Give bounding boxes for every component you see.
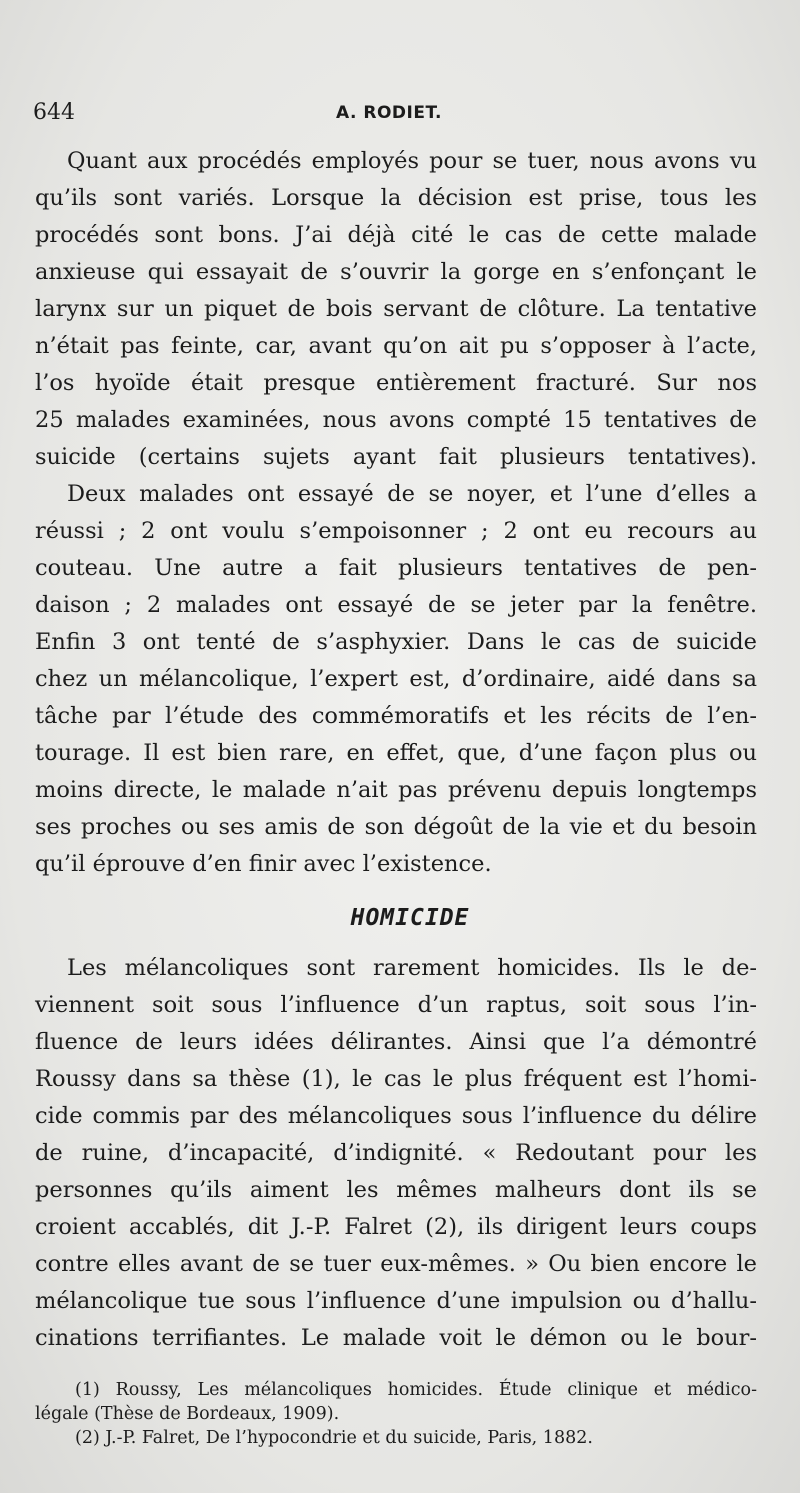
footnote-1-continuation: légale (Thèse de Bordeaux, 1909).	[35, 1404, 340, 1424]
paragraph-line: croient accablés, dit J.-P. Falret (2), ils dirigent leurs coups	[35, 1214, 757, 1240]
paragraph-line: 25 malades examinées, nous avons compté 15 tentatives de	[35, 407, 757, 433]
paragraph-line: Les mélancoliques sont rarement homicides. Ils le de-	[67, 955, 757, 981]
paragraph-line: personnes qu’ils aiment les mêmes malheurs dont ils se	[35, 1177, 757, 1203]
paragraph-line: contre elles avant de se tuer eux-mêmes. » Ou bien encore le	[35, 1251, 757, 1277]
paragraph-line: cinations terrifiantes. Le malade voit le démon ou le bour-	[35, 1325, 757, 1351]
main-text-block	[35, 143, 757, 883]
paragraph-line: cide commis par des mélancoliques sous l’influence du délire	[35, 1103, 757, 1129]
paragraph-line: daison ; 2 malades ont essayé de se jeter par la fenêtre.	[35, 592, 757, 618]
page-number: 644	[33, 100, 75, 125]
footnote-2: (2) J.-P. Falret, De l’hypocondrie et du suicide, Paris, 1882.	[75, 1428, 593, 1448]
paragraph-line: anxieuse qui essayait de s’ouvrir la gorge en s’enfonçant le	[35, 259, 757, 285]
paragraph-line: suicide (certains sujets ayant fait plusieurs tentatives).	[35, 444, 757, 470]
section-heading: HOMICIDE	[350, 905, 470, 931]
paragraph-line: Quant aux procédés employés pour se tuer, nous avons vu	[67, 148, 757, 174]
footnotes	[35, 1378, 757, 1450]
homicide-text-block	[35, 950, 757, 1357]
paragraph-line: larynx sur un piquet de bois servant de clôture. La tentative	[35, 296, 757, 322]
page-header	[33, 100, 760, 130]
paragraph-line: tourage. Il est bien rare, en effet, que, d’une façon plus ou	[35, 740, 757, 766]
paragraph-line: tâche par l’étude des commémoratifs et les récits de l’en-	[35, 703, 757, 729]
running-head: A. RODIET.	[336, 103, 442, 123]
paragraph-line: Enfin 3 ont tenté de s’asphyxier. Dans le cas de suicide	[35, 629, 757, 655]
paragraph-line: Roussy dans sa thèse (1), le cas le plus fréquent est l’homi-	[35, 1066, 757, 1092]
paragraph-line: fluence de leurs idées délirantes. Ainsi que l’a démontré	[35, 1029, 757, 1055]
paragraph-line: moins directe, le malade n’ait pas prévenu depuis longtemps	[35, 777, 757, 803]
paragraph-line: n’était pas feinte, car, avant qu’on ait pu s’opposer à l’acte,	[35, 333, 757, 359]
paragraph-line: de ruine, d’incapacité, d’indignité. « Redoutant pour les	[35, 1140, 757, 1166]
paragraph-line: qu’ils sont variés. Lorsque la décision est prise, tous les	[35, 185, 757, 211]
paragraph-line: couteau. Une autre a fait plusieurs tentatives de pen-	[35, 555, 757, 581]
paragraph-line: chez un mélancolique, l’expert est, d’ordinaire, aidé dans sa	[35, 666, 757, 692]
paragraph-line: procédés sont bons. J’ai déjà cité le cas de cette malade	[35, 222, 757, 248]
paragraph-line: réussi ; 2 ont voulu s’empoisonner ; 2 ont eu recours au	[35, 518, 757, 544]
paragraph-line: l’os hyoïde était presque entièrement fracturé. Sur nos	[35, 370, 757, 396]
paragraph-line: mélancolique tue sous l’influence d’une impulsion ou d’hallu-	[35, 1288, 757, 1314]
paragraph-line: qu’il éprouve d’en finir avec l’existence.	[35, 851, 492, 877]
footnote-1: (1) Roussy, Les mélancoliques homicides. Étude clinique et médico-	[75, 1380, 757, 1400]
paragraph-line: ses proches ou ses amis de son dégoût de la vie et du besoin	[35, 814, 757, 840]
paragraph-line: viennent soit sous l’influence d’un raptus, soit sous l’in-	[35, 992, 757, 1018]
paragraph-line: Deux malades ont essayé de se noyer, et l’une d’elles a	[67, 481, 757, 507]
